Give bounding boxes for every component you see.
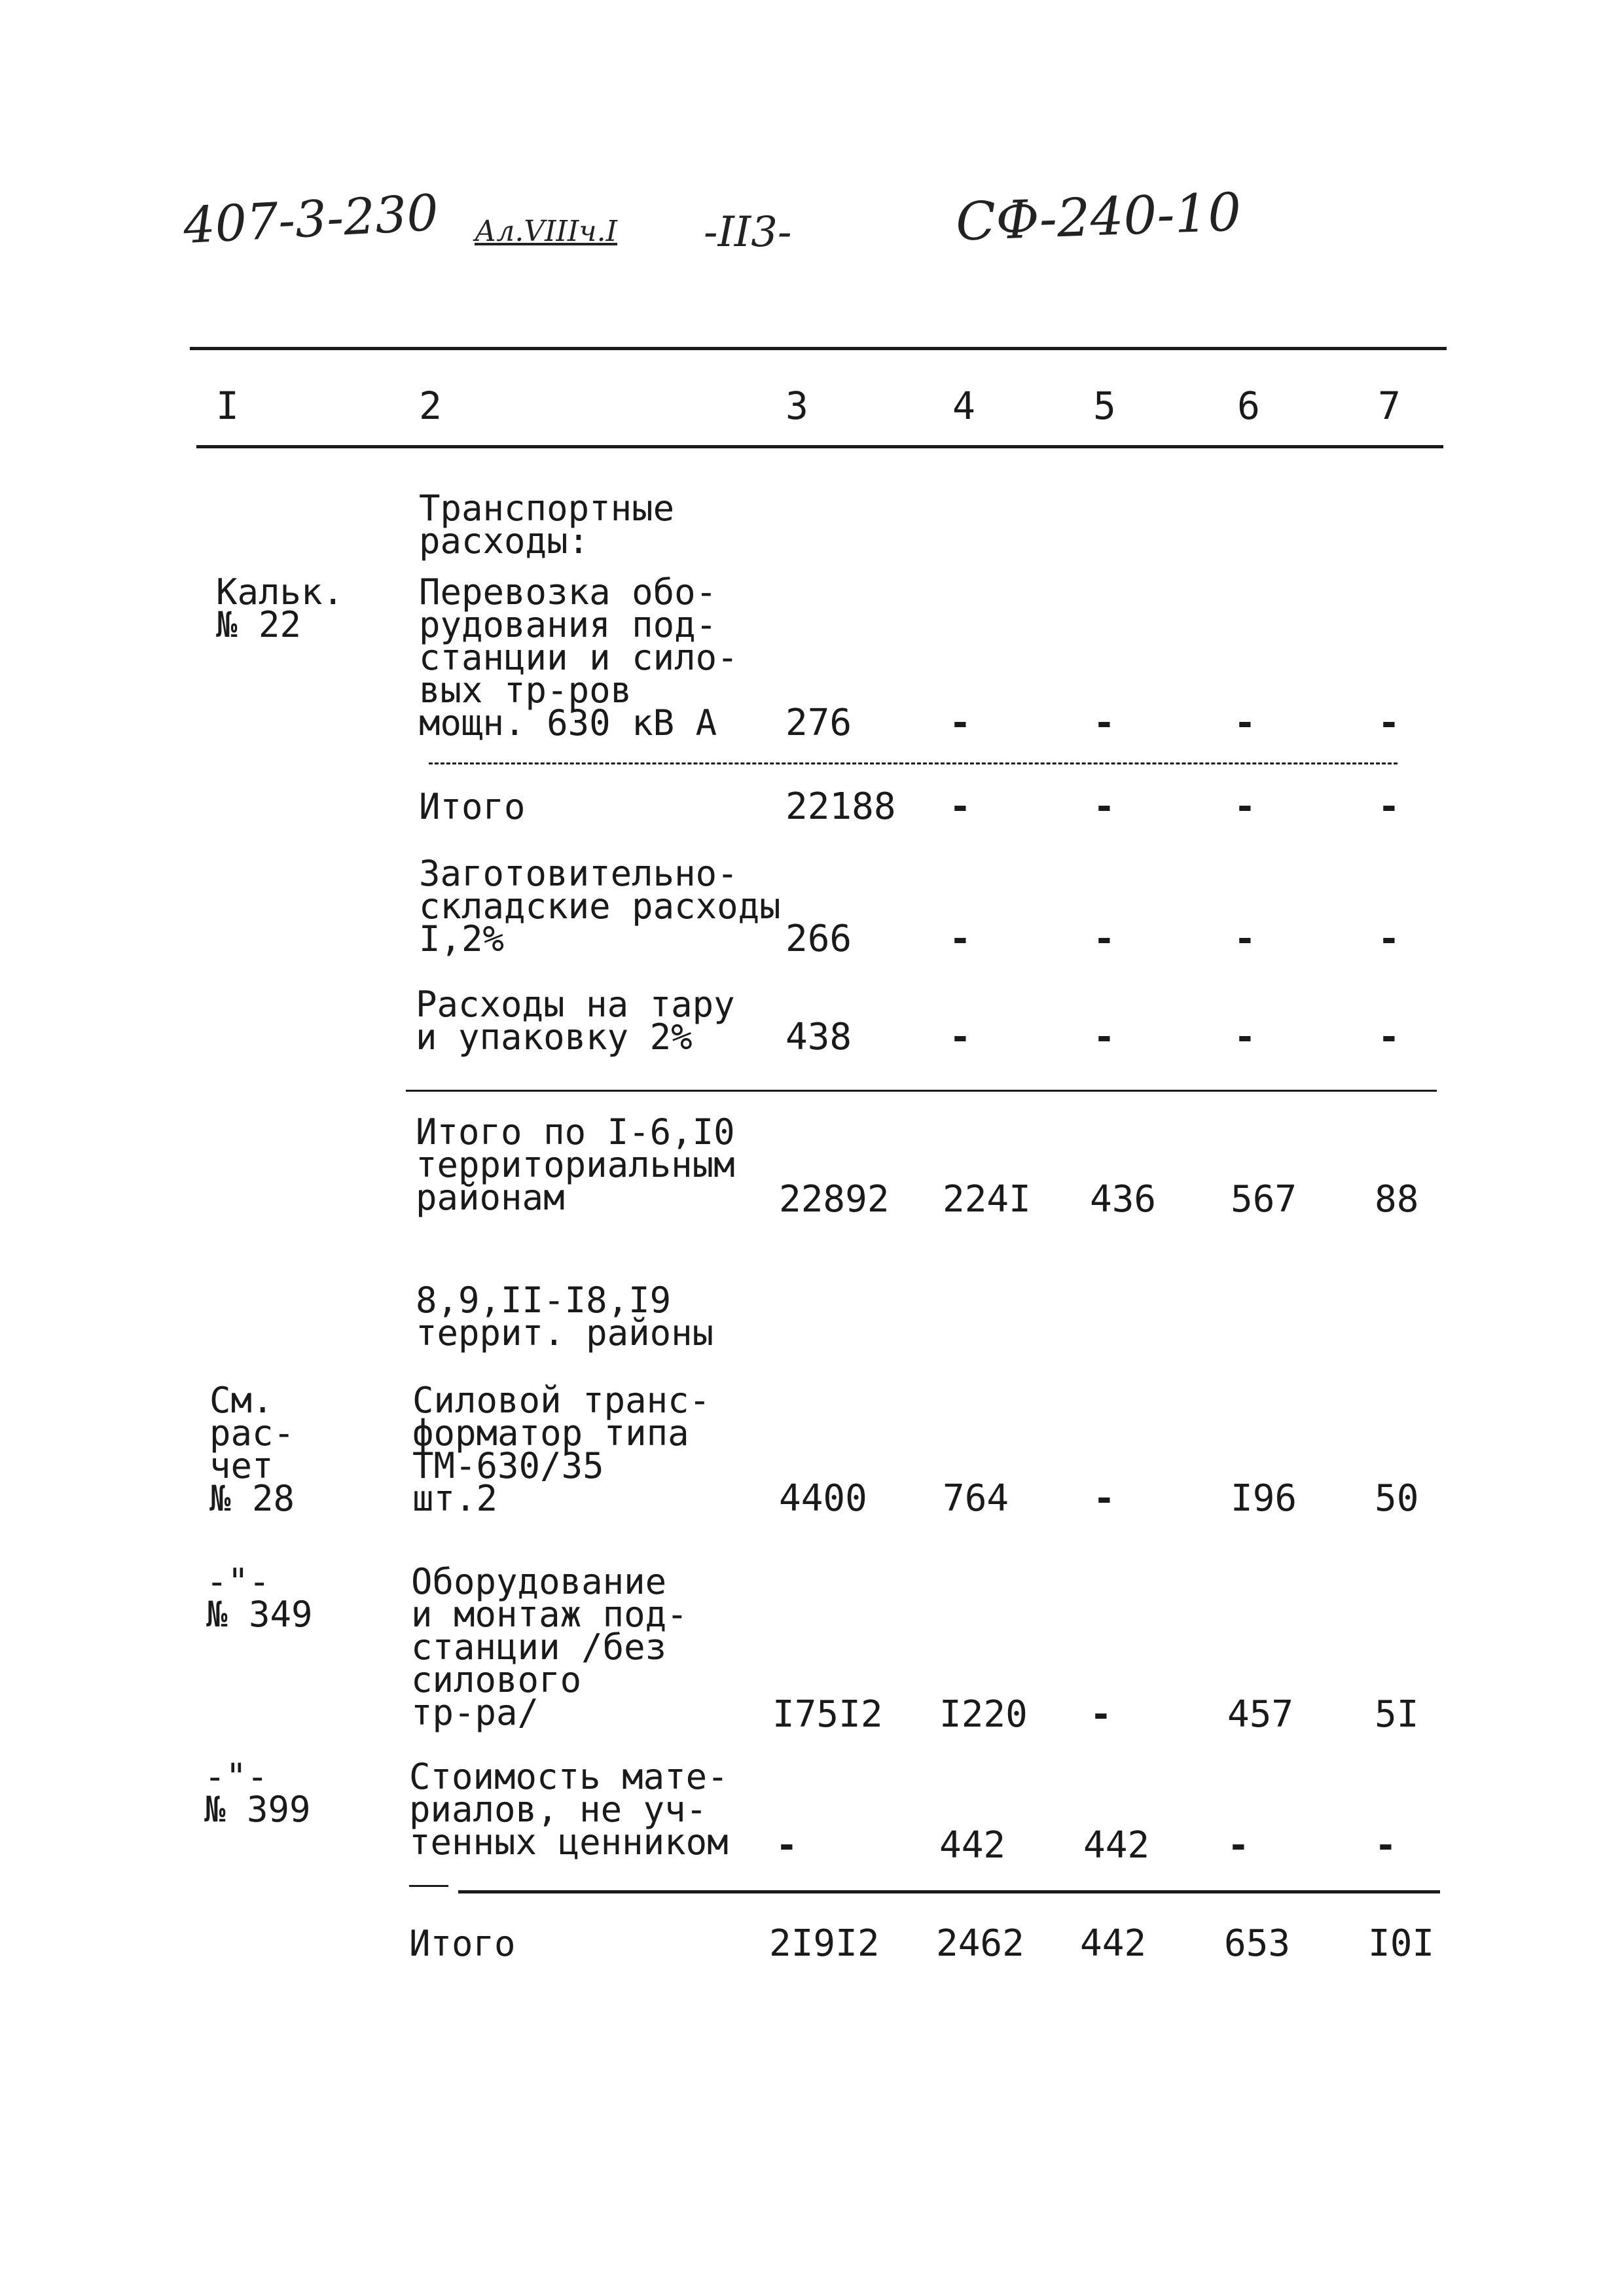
table-cell-col3: 22892: [779, 1178, 890, 1221]
table-cell-col5: 436: [1090, 1178, 1157, 1221]
table-cell-col4: -: [949, 785, 971, 828]
document-code: 407-3-230: [181, 183, 440, 255]
table-cell-col6: 653: [1224, 1922, 1291, 1965]
table-cell-col6: -: [1234, 918, 1256, 960]
table-row-desc: Итого: [419, 786, 526, 827]
table-cell-col6: -: [1227, 1824, 1250, 1867]
column-header-5: 5: [1093, 384, 1116, 428]
album-reference: Ал.VIIIч.I: [475, 215, 617, 248]
table-row-ref: См. рас- чет № 28: [209, 1380, 295, 1519]
table-cell-col7: 50: [1375, 1477, 1419, 1520]
table-cell-col3: 4400: [779, 1477, 867, 1520]
table-row-desc: Расходы на тару и упаковку 2%: [416, 984, 735, 1058]
table-row-desc: Итого по I-6,I0 территориальным районам: [416, 1111, 735, 1218]
table-row-desc: Транспортные расходы:: [419, 488, 675, 562]
table-cell-col5: -: [1093, 1477, 1115, 1520]
table-cell-col7: -: [1378, 918, 1400, 960]
row-divider: [458, 1890, 1440, 1893]
table-cell-col6: -: [1234, 785, 1256, 828]
table-cell-col4: -: [949, 1016, 971, 1058]
table-cell-col6: -: [1234, 702, 1256, 744]
table-cell-col7: -: [1378, 702, 1400, 744]
table-cell-col7: 5I: [1375, 1693, 1419, 1736]
table-cell-col7: -: [1378, 785, 1400, 828]
table-row-desc: Итого: [409, 1923, 516, 1964]
table-cell-col4: 224I: [943, 1178, 1031, 1221]
table-cell-col6: -: [1234, 1016, 1256, 1058]
row-divider-short: [409, 1885, 448, 1887]
table-cell-col5: 442: [1080, 1922, 1147, 1965]
table-row-desc: Перевозка обо- рудования под- станции и сило- вых тр-ров мощн. 630 кВ А: [419, 571, 738, 744]
page-number: -II3-: [704, 208, 792, 257]
column-header-7: 7: [1378, 384, 1401, 428]
table-cell-col6: 457: [1227, 1693, 1294, 1736]
table-row-ref: Кальк. № 22: [216, 571, 344, 645]
table-cell-col6: I96: [1231, 1477, 1297, 1520]
table-cell-col7: I0I: [1368, 1922, 1435, 1965]
column-header-3: 3: [785, 384, 808, 428]
table-cell-col4: -: [949, 702, 971, 744]
column-header-4: 4: [952, 384, 975, 428]
table-row-desc: Оборудование и монтаж под- станции /без силового тр-ра/: [411, 1561, 688, 1733]
table-top-rule: [190, 347, 1447, 350]
table-cell-col3: 438: [785, 1016, 852, 1058]
table-cell-col4: -: [949, 918, 971, 960]
table-row-desc: 8,9,II-I8,I9 террит. районы: [416, 1280, 714, 1354]
table-cell-col4: 2462: [936, 1922, 1024, 1965]
table-cell-col3: -: [776, 1824, 798, 1867]
table-row-ref: -"- № 399: [204, 1756, 311, 1830]
table-cell-col3: 266: [785, 918, 852, 960]
table-cell-col4: 442: [939, 1824, 1006, 1867]
row-divider: [429, 762, 1398, 764]
table-cell-col5: -: [1090, 1693, 1112, 1736]
table-cell-col5: -: [1093, 702, 1115, 744]
column-header-6: 6: [1237, 384, 1260, 428]
sheet-code: СФ-240-10: [954, 181, 1242, 253]
table-row-desc: Стоимость мате- риалов, не уч- тенных ценником: [409, 1756, 729, 1863]
table-cell-col7: -: [1378, 1016, 1400, 1058]
column-header-1: I: [216, 384, 239, 428]
table-cell-col5: -: [1093, 918, 1115, 960]
table-row-desc: Силовой транс- форматор типа ТМ-630/35 шт.2: [412, 1380, 711, 1519]
table-row-desc: Заготовительно- складские расходы I,2%: [419, 853, 781, 960]
table-cell-col3: 276: [785, 702, 852, 744]
table-cell-col4: I220: [939, 1693, 1028, 1736]
header-bottom-rule: [196, 445, 1443, 448]
table-cell-col4: 764: [943, 1477, 1009, 1520]
table-cell-col6: 567: [1231, 1178, 1297, 1221]
table-cell-col3: I75I2: [772, 1693, 883, 1736]
table-row-ref: -"- № 349: [206, 1561, 313, 1635]
table-cell-col3: 22188: [785, 785, 896, 828]
table-cell-col7: 88: [1375, 1178, 1419, 1221]
table-cell-col3: 2I9I2: [769, 1922, 880, 1965]
table-cell-col5: -: [1093, 785, 1115, 828]
table-cell-col5: 442: [1083, 1824, 1150, 1867]
row-divider: [406, 1090, 1437, 1092]
table-cell-col5: -: [1093, 1016, 1115, 1058]
column-header-2: 2: [419, 384, 442, 428]
table-cell-col7: -: [1375, 1824, 1397, 1867]
